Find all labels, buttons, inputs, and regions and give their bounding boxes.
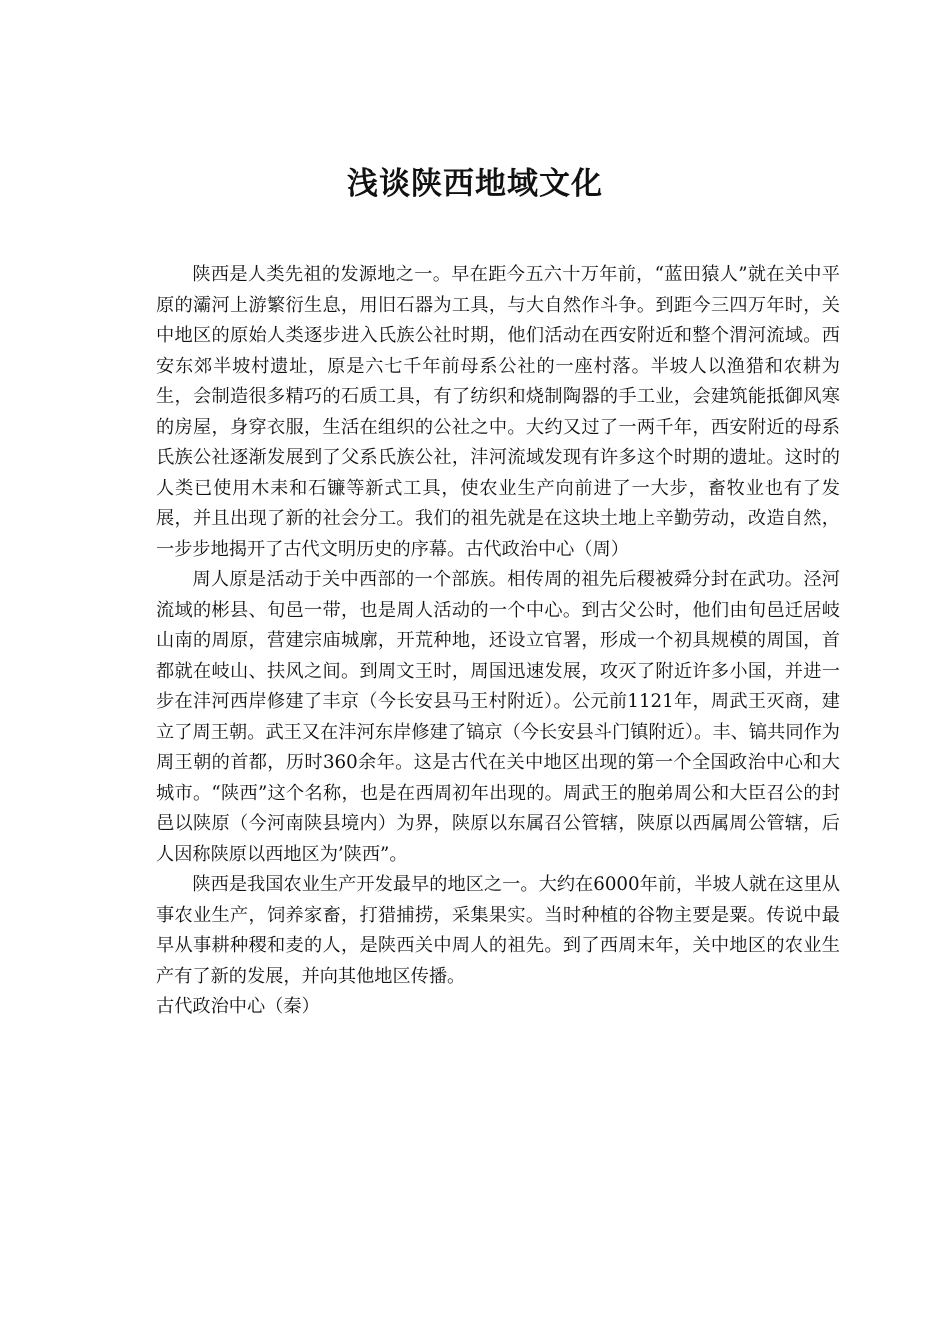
- page-title: 浅谈陕西地域文化: [347, 166, 603, 202]
- section-heading-qin: 古代政治中心（秦）: [156, 996, 320, 1017]
- paragraph-2: 周人原是活动于关中西部的一个部族。相传周的祖先后稷被舜分封在武功。泾河流域的彬县、旬邑一带，也是周人活动的一个中心。到古父公时，他们由旬邑迁居岐山南的周原，营建宗庙城廓，开荒种地，还设立官署，形成一个初具规模的周国，首都就在岐山、扶风之间。到周文王时，周国迅速发展，攻灭了附近许多小国，并进一步在沣河西岸修建了丰京（今长安县马王村附近）。公元前1121年，周武王灭商，建立了周王朝。武王又在沣河东岸修建了镐京（今长安县斗门镇附近）。丰、镐共同作为周王朝的首都，历时360余年。这是古代在关中地区出现的第一个全国政治中心和大城市。“陕西”这个名称，也是在西周初年出现的。周武王的胞弟周公和大臣召公的封邑以陕原（今河南陕县境内）为界，陕原以东属召公管辖，陕原以西属周公管辖，后人因称陕原以西地区为’陕西”。: [156, 569, 840, 865]
- paragraph-3: 陕西是我国农业生产开发最早的地区之一。大约在6000年前，半坡人就在这里从事农业生产，饲养家畜，打猎捕捞，采集果实。当时种植的谷物主要是粟。传说中最早从事耕种稷和麦的人，是陕西关中周人的祖先。到了西周末年，关中地区的农业生产有了新的发展，并向其他地区传播。: [156, 874, 840, 987]
- document-body: [156, 260, 840, 1023]
- paragraph-1: 陕西是人类先祖的发源地之一。早在距今五六十万年前，“蓝田猿人”就在关中平原的灞河上游繁衍生息，用旧石器为工具，与大自然作斗争。到距今三四万年时，关中地区的原始人类逐步进入氏族公社时期，他们活动在西安附近和整个渭河流域。西安东郊半坡村遗址，原是六七千年前母系公社的一座村落。半坡人以渔猎和农耕为生，会制造很多精巧的石质工具，有了纺织和烧制陶器的手工业，会建筑能抵御风寒的房屋，身穿衣服，生活在组织的公社之中。大约又过了一两千年，西安附近的母系氏族公社逐渐发展到了父系氏族公社，沣河流域发现有许多这个时期的遗址。这时的人类已使用木耒和石镰等新式工具，使农业生产向前进了一大步，畜牧业也有了发展，并且出现了新的社会分工。我们的祖先就是在这块土地上辛勤劳动，改造自然，一步步地揭开了古代文明历史的序幕。古代政治中心（周）: [156, 264, 840, 560]
